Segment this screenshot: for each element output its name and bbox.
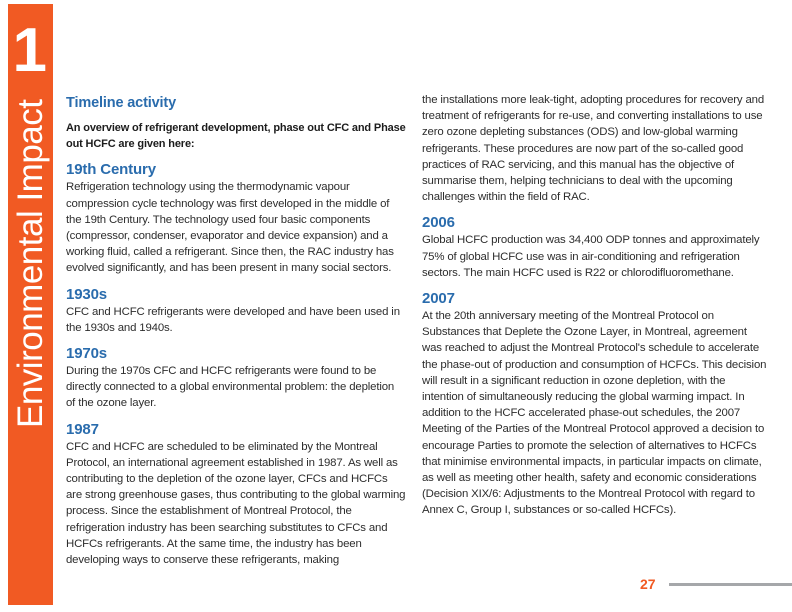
section-19th-century — [66, 162, 406, 276]
page-number: 27 — [640, 576, 656, 592]
section-body-1970s: During the 1970s CFC and HCFC refrigerants were found to be directly connected to a global environmental problem: the depletion of the ozone layer. — [66, 365, 395, 410]
chapter-title-vertical: Environmental Impact — [11, 99, 50, 428]
section-body-2007: At the 20th anniversary meeting of the Montreal Protocol on Substances that Deplete the Ozone Layer, in Montreal, agreement was reached to adjust the Montreal Protocol's schedule to accelerate the phase-out of production and consumption of HCFCs. This decision will result in a significant reduction in ozone depletion, with the intention of simultaneously reducing the global warming impact. In addition to the HCFC accelerated phase-out schedules, the 2007 Meeting of the Parties of the Montreal Protocol approved a decision to encourage Parties to promote the selection of alternatives to HCFCs that minimise environmental impacts, in particular impacts on climate, as well as meeting other health, safety and economic considerations (Decision XIX/6: Adjustments to the Montreal Protocol with regard to Annex C, Group I, substances or so-called HCFCs). — [422, 310, 767, 517]
section-heading-1930s: 1930s — [66, 285, 107, 303]
section-2006 — [422, 215, 768, 281]
section-heading-2006: 2006 — [422, 214, 455, 232]
section-1970s — [66, 346, 406, 412]
section-body-2006: Global HCFC production was 34,400 ODP tonnes and approximately 75% of global HCFC use was in air-conditioning and refrigeration sectors. The main HCFC used is R22 or chlorodifluoromethane. — [422, 234, 760, 279]
section-heading-19th-century: 19th Century — [66, 161, 156, 179]
section-1930s — [66, 287, 406, 336]
timeline-intro-text: An overview of refrigerant development, phase out CFC and Phase out HCFC are given here: — [66, 122, 406, 151]
section-heading-1970s: 1970s — [66, 345, 107, 363]
section-heading-1987: 1987 — [66, 420, 99, 438]
section-body-19th-century: Refrigeration technology using the thermodynamic vapour compression cycle technology was first developed in the middle of the 19th Century. The technology used four basic components (compressor, condenser, evaporator and device expansion) and a working fluid, called a refrigerant. Since then, the RAC industry has evolved significantly, and has been present in many social sectors. — [66, 181, 394, 275]
page-footer — [640, 577, 792, 591]
footer-rule — [669, 583, 792, 586]
section-2007 — [422, 291, 768, 519]
section-heading-2007: 2007 — [422, 290, 455, 308]
left-column — [66, 95, 406, 568]
chapter-number: 1 — [12, 16, 47, 85]
section-body-1987: CFC and HCFC are scheduled to be eliminated by the Montreal Protocol, an international agreement established in 1987. As well as contributing to the depletion of the ozone layer, CFCs and HCFCs are strong greenhouse gases, thus contributing to the global warming process. Since the establishment of Montreal Protocol, the refrigeration industry has been searching substitutes to CFCs and HCFCs refrigerants. At the same time, the industry has been developing ways to conserve these refrigerants, making — [66, 440, 406, 567]
section-body-1930s: CFC and HCFC refrigerants were developed and have been used in the 1930s and 1940s. — [66, 305, 400, 334]
right-column — [422, 92, 768, 519]
continuation-paragraph: the installations more leak-tight, adopting procedures for recovery and treatment of refrigerants for re-use, and converting installations to use zero ozone depleting substances (ODS) and low-global warming refrigerants. These procedures are now part of the so-called good practices of RAC servicing, and this manual has the objective of summarise them, helping technicians to deal with the upcoming challenges within the field of RAC. — [422, 94, 765, 204]
timeline-activity-heading: Timeline activity — [66, 95, 177, 111]
section-1987 — [66, 422, 406, 569]
